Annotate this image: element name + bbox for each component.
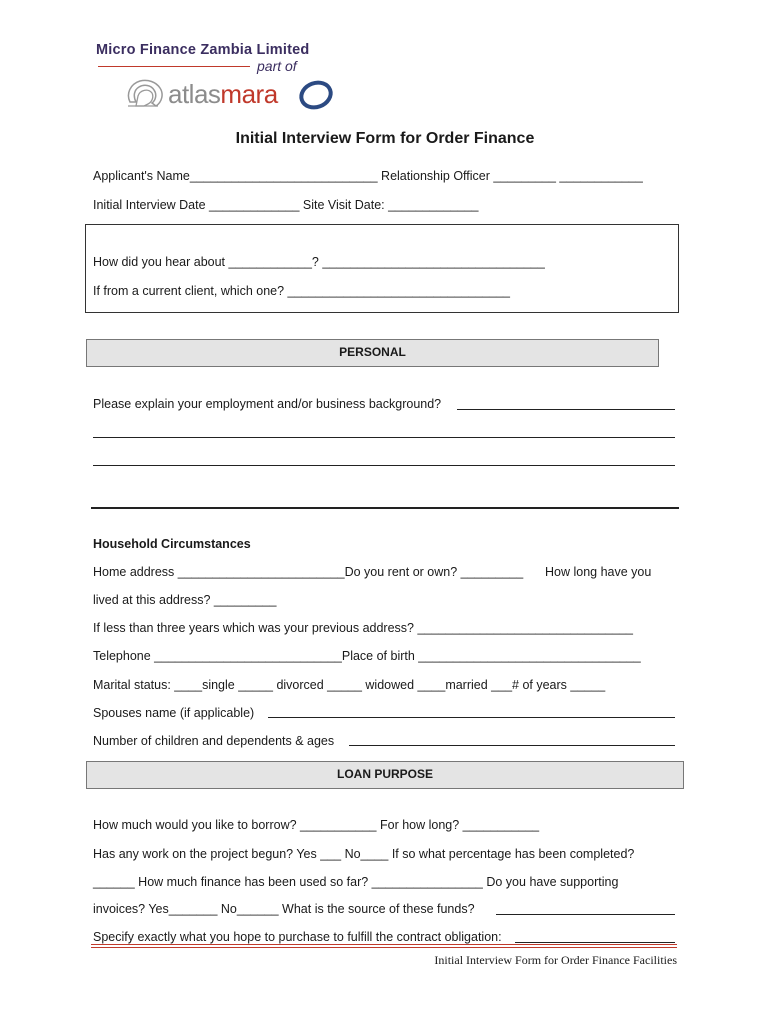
home-address-field[interactable]: Home address ________________________Do you rent or own? _________ (93, 565, 524, 579)
referral-question[interactable]: How did you hear about ____________? ________________________________ (93, 255, 545, 269)
section-divider (91, 507, 679, 509)
footer-rule-bottom (91, 947, 677, 948)
how-long-label: How long have you (545, 565, 652, 579)
page-footer: Initial Interview Form for Order Finance Facilities (434, 953, 677, 967)
ring-logo-icon (296, 79, 336, 111)
lived-duration-field[interactable]: lived at this address? _________ (93, 593, 277, 607)
brand-atlas: atlas (168, 79, 221, 109)
purchase-spec-label: Specify exactly what you hope to purchase to fulfill the contract obligation: (93, 930, 502, 944)
background-answer-line-1[interactable] (457, 409, 675, 410)
current-client-question[interactable]: If from a current client, which one? ________________________________ (93, 284, 510, 298)
spouse-name-line[interactable] (268, 717, 675, 718)
loan-purpose-section-header: LOAN PURPOSE (86, 761, 684, 789)
invoices-field[interactable]: invoices? Yes_______ No______ What is the source of these funds? (93, 902, 475, 916)
brand-wordmark (168, 79, 278, 110)
telephone-birthplace-field[interactable]: Telephone ___________________________Place of birth ________________________________ (93, 649, 641, 663)
applicant-name-field[interactable]: Applicant's Name___________________________ Relationship Officer _________ ____________ (93, 169, 643, 183)
personal-section-header: PERSONAL (86, 339, 659, 367)
children-label: Number of children and dependents & ages (93, 734, 335, 748)
interview-dates-field[interactable]: Initial Interview Date _____________ Site Visit Date: _____________ (93, 198, 479, 212)
funds-source-line[interactable] (496, 914, 675, 915)
household-heading: Household Circumstances (93, 537, 251, 551)
form-title: Initial Interview Form for Order Finance (235, 130, 535, 147)
purchase-spec-line[interactable] (515, 942, 675, 943)
logo-divider (98, 66, 250, 67)
children-line[interactable] (349, 745, 675, 746)
logo-part-of: part of (257, 58, 297, 74)
footer-rule-top (91, 944, 677, 945)
work-begun-field[interactable]: Has any work on the project begun? Yes ___ No____ If so what percentage has been completed? (93, 847, 635, 861)
marital-status-field[interactable]: Marital status: ____single _____ divorced _____ widowed ____married ___# of years _____ (93, 678, 606, 692)
background-answer-line-2[interactable] (93, 437, 675, 438)
spouse-name-label: Spouses name (if applicable) (93, 706, 255, 720)
previous-address-field[interactable]: If less than three years which was your previous address? _______________________________ (93, 621, 633, 635)
finance-used-field[interactable]: ______ How much finance has been used so far? ________________ Do you have supporting (93, 875, 619, 889)
background-answer-line-3[interactable] (93, 465, 675, 466)
lion-logo-icon (124, 76, 168, 110)
borrow-amount-field[interactable]: How much would you like to borrow? ___________ For how long? ___________ (93, 818, 540, 832)
brand-mara: mara (220, 79, 278, 109)
company-name: Micro Finance Zambia Limited (96, 42, 310, 58)
background-question: Please explain your employment and/or business background? (93, 397, 442, 411)
